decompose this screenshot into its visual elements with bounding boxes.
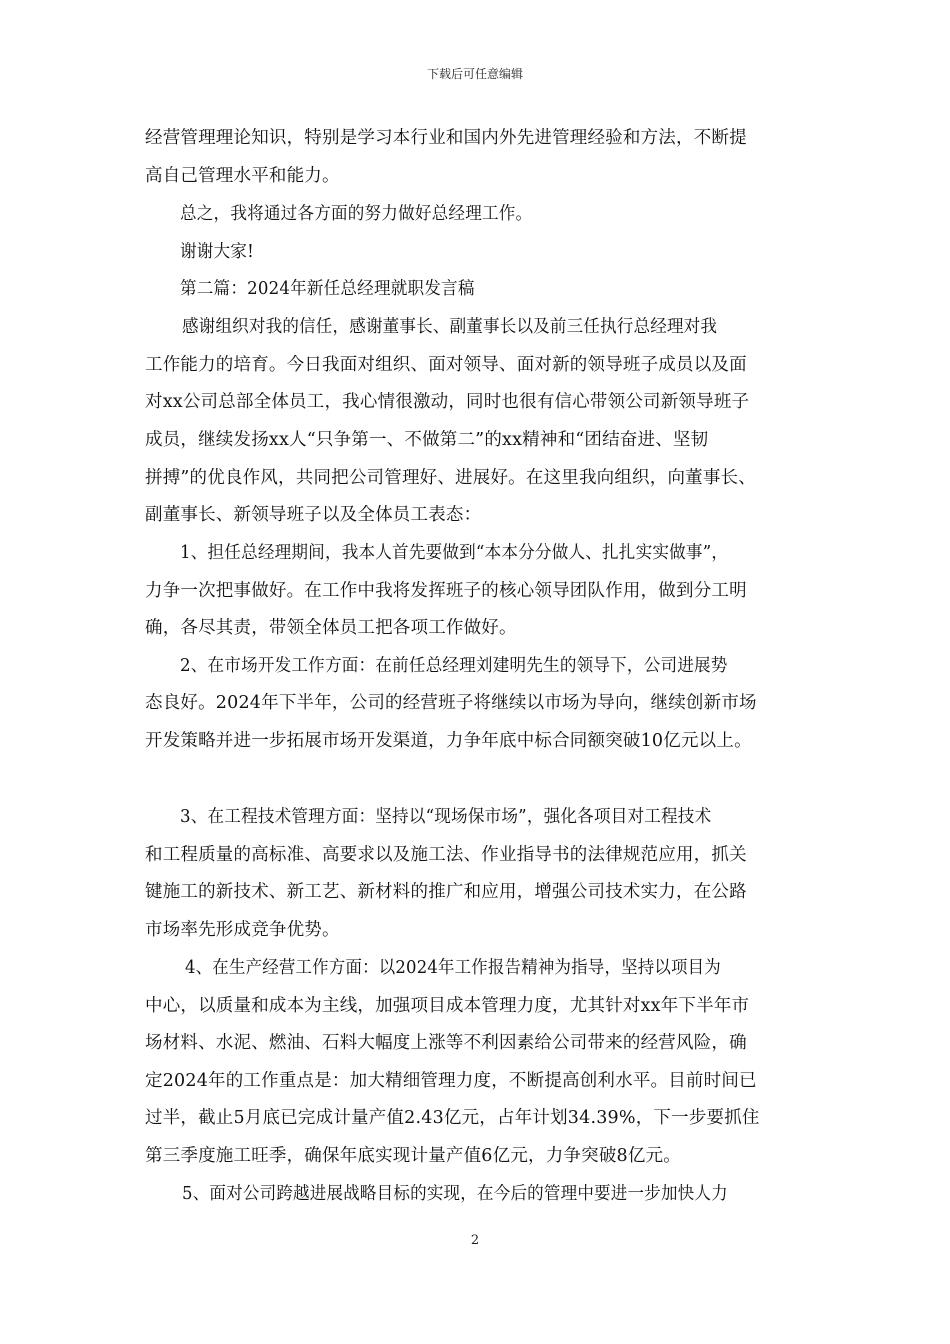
text-line: 确，各尽其责，带领全体员工把各项工作做好。 xyxy=(145,618,517,638)
text-line: 2、在市场开发工作方面：在前任总经理刘建明先生的领导下，公司进展势 xyxy=(180,656,728,676)
text-line: 和工程质量的高标准、高要求以及施工法、作业指导书的法律规范应用，抓关 xyxy=(145,845,747,865)
text-line: 拼搏”的优良作风，共同把公司管理好、进展好。在这里我向组织，向董事长、 xyxy=(145,468,756,488)
text-line: 经营管理理论知识，特别是学习本行业和国内外先进管理经验和方法，不断提 xyxy=(145,128,747,148)
text-line: 成员，继续发扬xx人“只争第一、不做第二”的xx精神和“团结奋进、坚韧 xyxy=(145,430,709,450)
text-line: 对xx公司总部全体员工，我心情很激动，同时也很有信心带领公司新领导班子 xyxy=(145,392,750,412)
text-line: 谢谢大家! xyxy=(180,242,254,262)
text-line: 副董事长、新领导班子以及全体员工表态： xyxy=(145,505,482,525)
text-line: 过半，截止5月底已完成计量产值2.43亿元，占年计划34.39%，下一步要抓住 xyxy=(145,1108,760,1128)
section-heading: 第二篇：2024年新任总经理就职发言稿 xyxy=(180,279,475,299)
text-line: 感谢组织对我的信任，感谢董事长、副董事长以及前三任执行总经理对我 xyxy=(182,317,718,337)
text-line: 5、面对公司跨越进展战略目标的实现，在今后的管理中要进一步加快人力 xyxy=(182,1184,728,1204)
page-number: 2 xyxy=(470,1233,480,1248)
text-line: 场材料、水泥、燃油、石料大幅度上涨等不利因素给公司带来的经营风险，确 xyxy=(145,1033,747,1053)
text-line: 键施工的新技术、新工艺、新材料的推广和应用，增强公司技术实力，在公路 xyxy=(145,882,747,902)
text-line: 总之，我将通过各方面的努力做好总经理工作。 xyxy=(180,204,533,224)
page-header: 下载后可任意编辑 xyxy=(426,67,523,81)
text-line: 1、担任总经理期间，我本人首先要做到“本本分分做人、扎扎实实做事”， xyxy=(180,543,729,563)
text-line: 市场率先形成竞争优势。 xyxy=(145,920,340,940)
text-line: 开发策略并进一步拓展市场开发渠道，力争年底中标合同额突破10亿元以上。 xyxy=(145,731,752,751)
text-line: 第三季度施工旺季，确保年底实现计量产值6亿元，力争突破8亿元。 xyxy=(145,1146,681,1166)
text-line: 工作能力的培育。今日我面对组织、面对领导、面对新的领导班子成员以及面 xyxy=(145,355,747,375)
text-line: 态良好。2024年下半年，公司的经营班子将继续以市场为导向，继续创新市场 xyxy=(145,693,757,713)
text-line: 3、在工程技术管理方面：坚持以“现场保市场”，强化各项目对工程技术 xyxy=(180,807,712,827)
text-line: 中心，以质量和成本为主线，加强项目成本管理力度，尤其针对xx年下半年市 xyxy=(145,996,750,1016)
text-line: 力争一次把事做好。在工作中我将发挥班子的核心领导团队作用，做到分工明 xyxy=(145,581,747,601)
text-line: 高自己管理水平和能力。 xyxy=(145,166,340,186)
text-line: 定2024年的工作重点是：加大精细管理力度，不断提高创利水平。目前时间已 xyxy=(145,1071,757,1091)
text-line: 4、在生产经营工作方面：以2024年工作报告精神为指导，坚持以项目为 xyxy=(185,958,721,978)
